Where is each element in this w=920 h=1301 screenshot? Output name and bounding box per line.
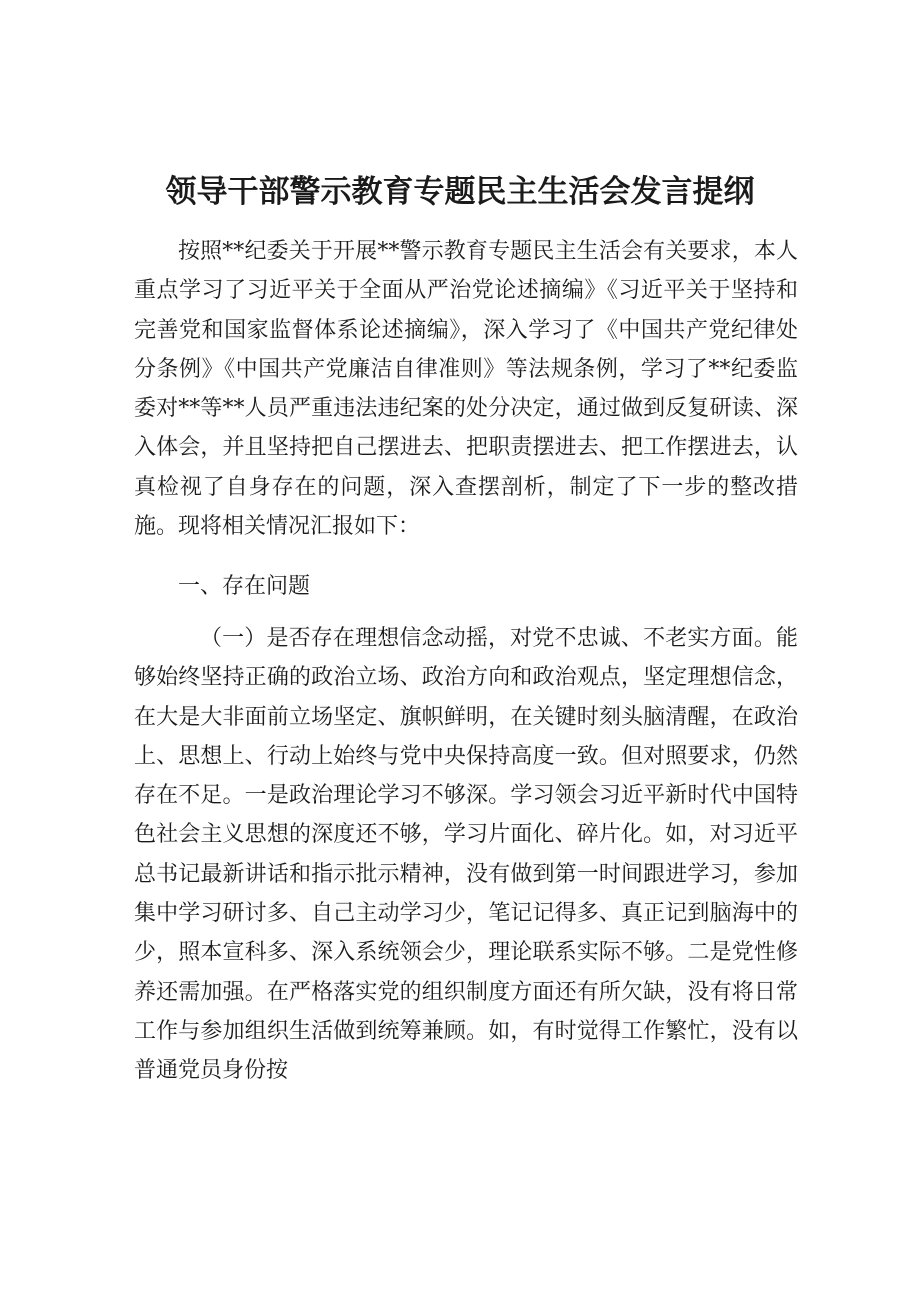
section-paragraph: （一）是否存在理想信念动摇，对党不忠诚、不老实方面。能够始终坚持正确的政治立场、政治方向和政治观点，坚定理想信念，在大是大非面前立场坚定、旗帜鲜明，在关键时刻头脑清醒，在政治上、思想上、行动上始终与党中央保持高度一致。但对照要求，仍然存在不足。一是政治理论学习不够深。学习领会习近平新时代中国特色社会主义思想的深度还不够，学习片面化、碎片化。如，对习近平总书记最新讲话和指示批示精神，没有做到第一时间跟进学习，参加集中学习研讨多、自己主动学习少，笔记记得多、真正记到脑海中的少，照本宣科多、深入系统领会少，理论联系实际不够。二是党性修养还需加强。在严格落实党的组织制度方面还有所欠缺，没有将日常工作与参加组织生活做到统筹兼顾。如，有时觉得工作繁忙，没有以普通党员身份按 [134, 626, 798, 1084]
intro-paragraph: 按照**纪委关于开展**警示教育专题民主生活会有关要求，本人重点学习了习近平关于全面从严治党论述摘编》《习近平关于坚持和完善党和国家监督体系论述摘编》，深入学习了《中国共产党纪律处分条例》《中国共产党廉洁自律准则》等法规条例，学习了**纪委监委对**等**人员严重违法违纪案的处分决定，通过做到反复研读、深入体会，并且坚持把自己摆进去、把职责摆进去、把工作摆进去，认真检视了自身存在的问题，深入查摆剖析，制定了下一步的整改措施。现将相关情况汇报如下： [134, 239, 798, 540]
section-heading: 一、存在问题 [178, 574, 311, 599]
document-title: 领导干部警示教育专题民主生活会发言提纲 [165, 174, 755, 210]
